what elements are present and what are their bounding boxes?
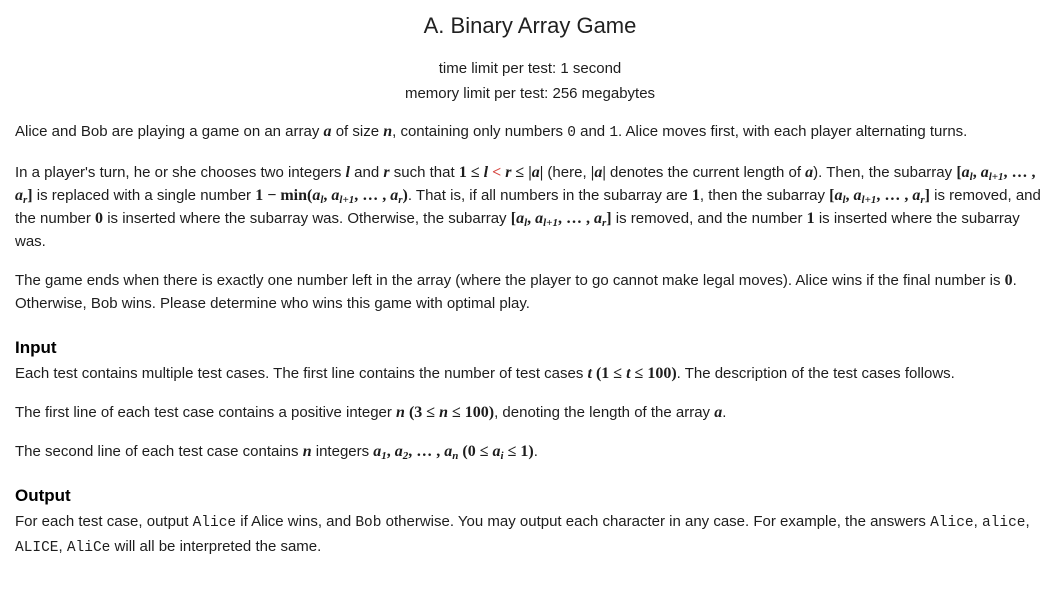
monospace-literal: alice <box>981 515 1026 531</box>
math-relation-red: < <box>488 164 506 181</box>
math-variable: a <box>394 443 403 460</box>
input-paragraph-2 <box>15 401 1045 424</box>
math-text: 1 ≤ <box>458 164 484 181</box>
plain-text: otherwise. You may output each character in any case. For example, the answers <box>381 513 931 530</box>
output-paragraph-1 <box>15 510 1045 560</box>
math-variable: r <box>505 164 512 181</box>
math-variable: a <box>531 164 540 181</box>
math-variable: a <box>312 187 321 204</box>
plain-text: For each test case, output <box>15 513 193 530</box>
monospace-literal: Alice <box>930 515 974 531</box>
plain-text: if Alice wins, and <box>236 513 356 530</box>
plain-text: , denoting the length of the array <box>494 404 715 421</box>
math-text: 1 <box>806 210 815 227</box>
plain-text: . <box>533 443 538 460</box>
plain-text: The first line of each test case contains a positive integer <box>15 404 397 421</box>
statement-body <box>15 120 1045 315</box>
math-subscript: l+1 <box>339 193 355 206</box>
math-variable: n <box>383 123 393 140</box>
math-text: , <box>845 187 854 204</box>
math-variable: t <box>626 365 631 382</box>
plain-text: is inserted where the subarray was. Otherwise, the subarray <box>103 210 511 227</box>
plain-text: . The description of the test cases follows. <box>676 365 955 382</box>
math-subscript: l <box>320 193 324 206</box>
plain-text: . Otherwise, Bob wins. Please determine who wins this game with optimal play. <box>15 272 1017 312</box>
math-subscript: r <box>920 193 925 206</box>
math-variable: a <box>390 187 399 204</box>
math-variable: a <box>593 210 602 227</box>
math-variable: a <box>805 164 814 181</box>
plain-text: , <box>58 538 67 555</box>
monospace-literal: ALICE <box>15 540 59 556</box>
math-text: (1 ≤ <box>591 365 627 382</box>
math-text: , … , <box>1003 164 1036 181</box>
math-subscript: l+1 <box>988 170 1004 183</box>
plain-text: will all be interpreted the same. <box>110 538 322 555</box>
math-variable: n <box>439 404 448 421</box>
plain-text: Alice and Bob are playing a game on an array <box>15 123 324 140</box>
math-variable: a <box>516 210 525 227</box>
time-limit: time limit per test: 1 second <box>438 60 622 77</box>
plain-text: In a player's turn, he or she chooses two integers <box>15 164 346 181</box>
math-variable: a <box>714 404 723 421</box>
math-text: , <box>972 164 981 181</box>
math-text: 0 <box>1004 272 1013 289</box>
plain-text: is removed, and the number <box>15 187 1041 227</box>
plain-text: , then the subarray <box>699 187 830 204</box>
statement-paragraph-1 <box>15 120 1045 145</box>
plain-text: . That is, if all numbers in the subarray are <box>407 187 692 204</box>
math-subscript: l <box>969 170 973 183</box>
plain-text: and <box>350 164 384 181</box>
monospace-literal: 0 <box>567 125 576 141</box>
math-variable: a <box>912 187 921 204</box>
math-subscript: r <box>23 193 28 206</box>
math-text: ] <box>924 187 930 204</box>
math-text: ] <box>606 210 612 227</box>
math-variable: n <box>302 443 312 460</box>
plain-text: The second line of each test case contains <box>15 443 303 460</box>
math-subscript: i <box>500 449 504 462</box>
memory-limit: memory limit per test: 256 megabytes <box>404 85 656 102</box>
math-subscript: l <box>842 193 846 206</box>
plain-text: integers <box>311 443 374 460</box>
math-subscript: r <box>398 193 403 206</box>
plain-text: of size <box>331 123 384 140</box>
math-text: (0 ≤ <box>458 443 493 460</box>
plain-text: is inserted where the subarray was. <box>15 210 1020 250</box>
plain-text: , <box>973 513 982 530</box>
math-text: ] <box>27 187 33 204</box>
monospace-literal: Alice <box>192 515 237 531</box>
math-subscript: l <box>524 216 528 229</box>
math-text: | <box>539 164 544 181</box>
math-text: 1 − min( <box>255 187 313 204</box>
input-section-heading: Input <box>15 338 57 357</box>
math-text: | <box>602 164 606 181</box>
plain-text: The game ends when there is exactly one number left in the array (where the player to go cannot make legal moves). Alice wins if the final number is <box>15 272 1005 289</box>
plain-text: is removed, and the number <box>611 210 807 227</box>
math-text: [ <box>956 164 962 181</box>
math-subscript: n <box>452 449 459 462</box>
math-subscript: l+1 <box>861 193 877 206</box>
problem-limits <box>15 56 1045 106</box>
math-text: , … , <box>408 443 445 460</box>
input-paragraph-1 <box>15 362 1045 385</box>
math-text: , <box>386 443 395 460</box>
plain-text: is replaced with a single number <box>32 187 256 204</box>
math-variable: l <box>345 164 350 181</box>
plain-text: . Alice moves first, with each player alternating turns. <box>618 123 968 140</box>
monospace-literal: 1 <box>609 125 619 141</box>
math-subscript: l+1 <box>543 216 558 229</box>
plain-text: and <box>575 123 610 140</box>
plain-text: Each test contains multiple test cases. The first line contains the number of test cases <box>15 365 588 382</box>
problem-title: A. Binary Array Game <box>423 13 637 38</box>
math-text: ) <box>402 187 408 204</box>
math-text: ≤ 100) <box>447 404 495 421</box>
math-subscript: 1 <box>381 449 387 462</box>
math-variable: n <box>396 404 405 421</box>
plain-text: (here, <box>543 164 591 181</box>
math-variable: a <box>373 443 382 460</box>
monospace-literal: AliCe <box>66 540 111 556</box>
statement-paragraph-2 <box>15 161 1045 253</box>
math-variable: a <box>594 164 603 181</box>
math-variable: a <box>492 443 501 460</box>
math-text: (3 ≤ <box>404 404 440 421</box>
input-paragraph-3 <box>15 440 1045 463</box>
math-text: [ <box>829 187 835 204</box>
math-variable: a <box>444 443 453 460</box>
math-subscript: r <box>601 216 607 229</box>
math-text: 0 <box>95 210 104 227</box>
math-variable: l <box>483 164 489 181</box>
plain-text: , containing only numbers <box>392 123 568 140</box>
math-variable: a <box>834 187 843 204</box>
plain-text: denotes the current length of <box>605 164 806 181</box>
input-specification-section <box>15 337 1045 463</box>
monospace-literal: Bob <box>355 515 382 531</box>
math-variable: t <box>587 365 592 382</box>
math-text: ≤ 1) <box>503 443 534 460</box>
output-specification-section <box>15 485 1045 560</box>
math-text: 1 <box>691 187 700 204</box>
problem-header <box>15 12 1045 106</box>
math-text: | <box>590 164 595 181</box>
plain-text: such that <box>389 164 459 181</box>
math-text: , … , <box>354 187 391 204</box>
math-text: , <box>323 187 332 204</box>
math-text: , <box>527 210 536 227</box>
output-section-heading: Output <box>15 486 71 505</box>
math-variable: a <box>980 164 989 181</box>
plain-text: . <box>722 404 727 421</box>
math-subscript: 2 <box>402 449 409 462</box>
statement-paragraph-3 <box>15 269 1045 315</box>
math-text: [ <box>510 210 517 227</box>
plain-text: ). Then, the subarray <box>813 164 957 181</box>
math-variable: a <box>853 187 862 204</box>
math-text: , … , <box>557 210 594 227</box>
math-variable: r <box>383 164 390 181</box>
math-variable: a <box>323 123 332 140</box>
math-variable: a <box>961 164 970 181</box>
plain-text: , <box>1025 513 1030 530</box>
math-text: ≤ | <box>511 164 532 181</box>
math-variable: a <box>331 187 340 204</box>
math-variable: a <box>15 187 23 204</box>
math-text: , … , <box>876 187 913 204</box>
math-variable: a <box>535 210 544 227</box>
math-text: ≤ 100) <box>630 365 677 382</box>
